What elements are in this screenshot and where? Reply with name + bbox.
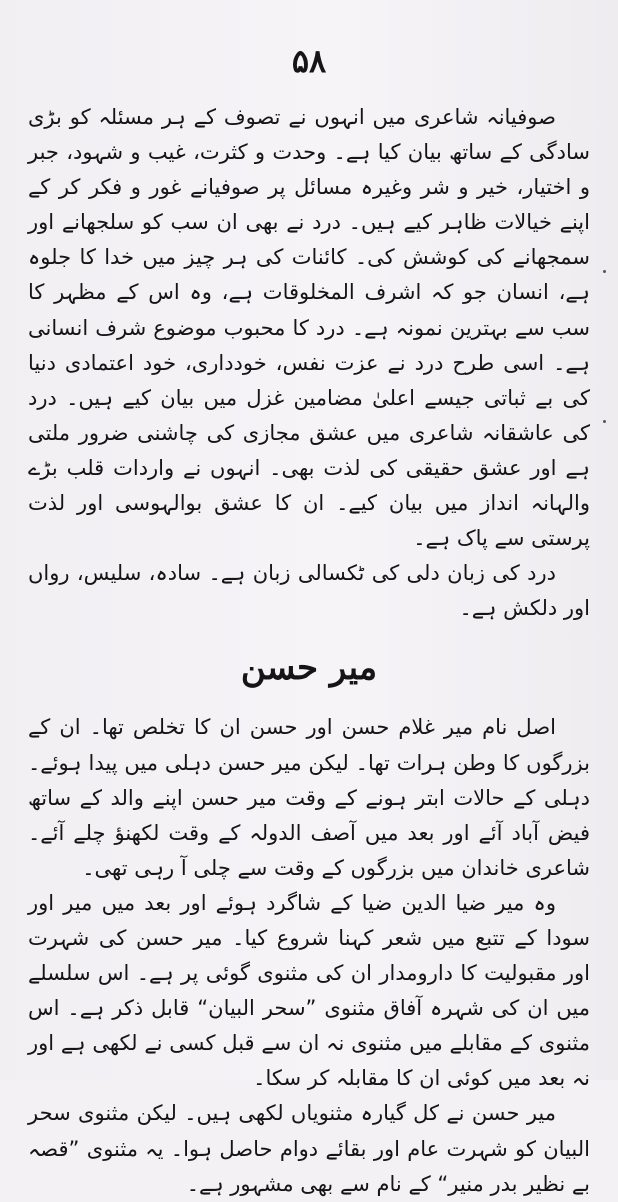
gutter-mark (603, 420, 606, 423)
gutter-mark (603, 270, 606, 273)
paragraph-mir-hasan-bio: اصل نام میر غلام حسن اور حسن ان کا تخلص تھا۔ ان کے بزرگوں کا وطن ہرات تھا۔ لیکن میر حسن دہلی میں پیدا ہوئے۔ دہلی کے حالات ابتر ہونے کے وقت میر حسن اپنے والد کے ساتھ فیض آباد آئے اور بعد میں آصف الدولہ کے وقت لکھنؤ چلے آئے۔ شاعری خاندان میں بزرگوں کے وقت سے چلی آ رہی تھی۔ (28, 715, 590, 880)
page-text (28, 100, 590, 1202)
paragraph-dard-language: درد کی زبان دلی کی ٹکسالی زبان ہے۔ سادہ، سلیس، رواں اور دلکش ہے۔ (28, 561, 590, 621)
section-heading-mir-hasan: میر حسن (240, 648, 378, 689)
paragraph-sufi-poetry: صوفیانہ شاعری میں انہوں نے تصوف کے ہر مسئلہ کو بڑی سادگی کے ساتھ بیان کیا ہے۔ وحدت و کثرت، غیب و شہود، جبر و اختیار، خیر و شر وغیرہ مسائل پر صوفیانے غور و فکر کر کے اپنے خیالات ظاہر کیے ہیں۔ درد نے بھی ان سب کو سلجھانے اور سمجھانے کی کوشش کی۔ کائنات کی ہر چیز میں خدا کا جلوہ ہے، انسان جو کہ اشرف المخلوقات ہے، وہ اس کے مظہر کا سب سے بہترین نمونہ ہے۔ درد کا محبوب موضوع شرف انسانی ہے۔ اسی طرح درد نے عزت نفس، خودداری، خود اعتمادی دنیا کی بے ثباتی جیسے اعلیٰ مضامین غزل میں بیان کیے ہیں۔ درد کی عاشقانہ شاعری میں عشق مجازی کی چاشنی ضرور ملتی ہے اور عشق حقیقی کی لذت بھی۔ انہوں نے واردات قلب بڑے والہانہ انداز میں بیان کیے۔ ان کا عشق بوالہوسی اور لذت پرستی سے پاک ہے۔ (28, 105, 590, 551)
paragraph-mir-hasan-masnavi: وہ میر ضیا الدین ضیا کے شاگرد ہوئے اور بعد میں میر اور سودا کے تتبع میں شعر کہنا شروع کیا۔ میر حسن کی شہرت اور مقبولیت کا دارومدار ان کی مثنوی گوئی پر ہے۔ اس سلسلے میں ان کی شہرہ آفاق مثنوی ”سحر البیان“ قابل ذکر ہے۔ اس مثنوی کے مقابلے میں مثنوی نہ ان سے قبل کسی نے لکھی ہے اور نہ بعد میں کوئی ان کا مقابلہ کر سکا۔ (28, 890, 590, 1091)
page-number: ۵۸ (291, 42, 327, 80)
paragraph-mir-hasan-works: میر حسن نے کل گیارہ مثنویاں لکھی ہیں۔ لیکن مثنوی سحر البیان کو شہرت عام اور بقائے دوام حاصل ہوا۔ یہ مثنوی ”قصہ بے نظیر بدر منیر“ کے نام سے بھی مشہور ہے۔ (28, 1101, 590, 1196)
